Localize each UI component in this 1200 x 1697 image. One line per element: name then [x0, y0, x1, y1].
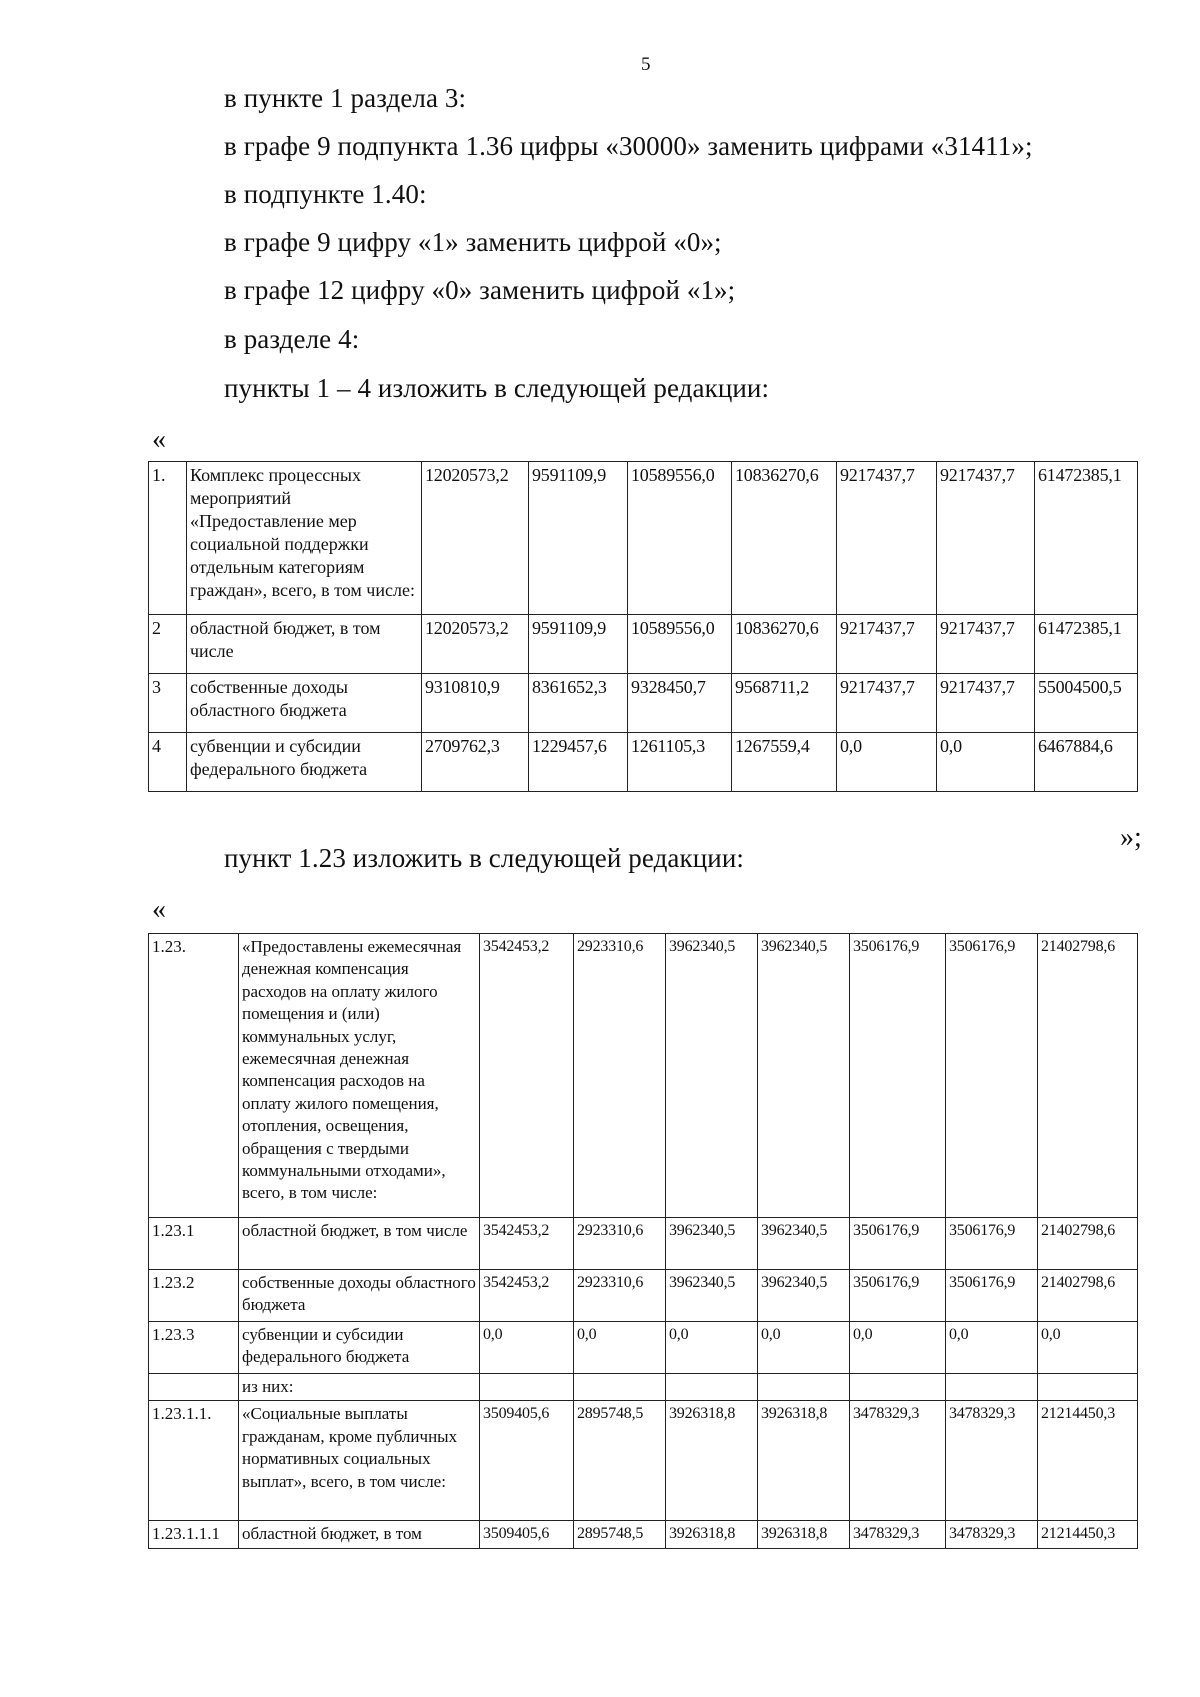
cell-value: 10836270,6 [732, 462, 837, 615]
cell-value [850, 1374, 946, 1401]
cell-value: 3926318,8 [758, 1401, 850, 1521]
cell-value [574, 1374, 666, 1401]
paragraph-2: в графе 9 подпункта 1.36 цифры «30000» заменить цифрами «31411»; [224, 131, 1033, 161]
quote-open-2: « [152, 894, 166, 925]
cell-value: 3506176,9 [850, 934, 946, 1218]
table-row [149, 1270, 1138, 1322]
paragraph-1: в пункте 1 раздела 3: [224, 83, 467, 113]
cell-value: 3962340,5 [758, 1218, 850, 1270]
cell-value: 0,0 [837, 733, 937, 792]
cell-value: 3478329,3 [946, 1521, 1038, 1548]
row-number: 2 [149, 615, 187, 674]
cell-value: 9328450,7 [628, 674, 732, 733]
paragraph-8: пункт 1.23 изложить в следующей редакции: [224, 843, 744, 873]
cell-value: 10589556,0 [628, 615, 732, 674]
cell-value: 21402798,6 [1038, 1218, 1138, 1270]
cell-value: 3506176,9 [946, 1270, 1038, 1322]
cell-value: 9217437,7 [937, 674, 1035, 733]
row-number: 1.23.1.1. [149, 1401, 239, 1521]
row-name: «Социальные выплаты гражданам, кроме публичных нормативных социальных выплат», всего, в том числе: [239, 1401, 480, 1521]
cell-value: 9217437,7 [837, 674, 937, 733]
cell-value: 9217437,7 [837, 462, 937, 615]
page-number: 5 [641, 54, 651, 75]
cell-value: 0,0 [946, 1322, 1038, 1374]
cell-value: 9310810,9 [422, 674, 529, 733]
cell-value: 3926318,8 [758, 1521, 850, 1548]
cell-value: 12020573,2 [422, 615, 529, 674]
cell-value [946, 1374, 1038, 1401]
cell-value: 21402798,6 [1038, 934, 1138, 1218]
cell-value: 9217437,7 [937, 615, 1035, 674]
cell-value: 10836270,6 [732, 615, 837, 674]
table-row [149, 934, 1138, 1218]
cell-value: 3962340,5 [666, 934, 758, 1218]
row-number: 1.23.1 [149, 1218, 239, 1270]
row-number: 1.23.2 [149, 1270, 239, 1322]
cell-value: 3962340,5 [666, 1270, 758, 1322]
cell-value: 21214450,3 [1038, 1521, 1138, 1548]
cell-value: 9591109,9 [529, 615, 628, 674]
cell-value: 3509405,6 [480, 1521, 574, 1548]
cell-value: 3509405,6 [480, 1401, 574, 1521]
paragraph-7: пункты 1 – 4 изложить в следующей редакции: [224, 373, 770, 403]
cell-value: 9217437,7 [837, 615, 937, 674]
cell-value: 2923310,6 [574, 1270, 666, 1322]
row-number: 1.23.1.1.1 [149, 1521, 239, 1548]
cell-value: 9568711,2 [732, 674, 837, 733]
cell-value: 1267559,4 [732, 733, 837, 792]
cell-value: 3478329,3 [946, 1401, 1038, 1521]
row-name: собственные доходы областного бюджета [239, 1270, 480, 1322]
cell-value [480, 1374, 574, 1401]
row-number: 1.23. [149, 934, 239, 1218]
cell-value: 9591109,9 [529, 462, 628, 615]
row-number: 4 [149, 733, 187, 792]
cell-value [758, 1374, 850, 1401]
cell-value: 2923310,6 [574, 934, 666, 1218]
table-row [149, 1218, 1138, 1270]
cell-value: 9217437,7 [937, 462, 1035, 615]
paragraph-5: в графе 12 цифру «0» заменить цифрой «1»; [224, 275, 736, 305]
cell-value: 0,0 [1038, 1322, 1138, 1374]
cell-value: 2923310,6 [574, 1218, 666, 1270]
row-name: «Предоставлены ежемесячная денежная компенсация расходов на оплату жилого помещения и (или) коммунальных услуг, ежемесячная денежная компенсация расходов на оплату жилого помещения, отопления, освещения, обращения с твердыми коммунальными отходами», всего, в том числе: [239, 934, 480, 1218]
paragraph-4: в графе 9 цифру «1» заменить цифрой «0»; [224, 227, 722, 257]
cell-value: 61472385,1 [1035, 615, 1138, 674]
budget-table-1 [148, 461, 1138, 792]
table-row [149, 1401, 1138, 1521]
row-number [149, 1374, 239, 1401]
cell-value: 1261105,3 [628, 733, 732, 792]
table-row [149, 462, 1138, 615]
row-number: 1.23.3 [149, 1322, 239, 1374]
cell-value: 3962340,5 [758, 934, 850, 1218]
cell-value: 3506176,9 [850, 1270, 946, 1322]
row-name: областной бюджет, в том числе [187, 615, 422, 674]
cell-value: 3542453,2 [480, 1218, 574, 1270]
table-row [149, 615, 1138, 674]
cell-value: 3926318,8 [666, 1401, 758, 1521]
table-row [149, 1374, 1138, 1401]
cell-value: 0,0 [758, 1322, 850, 1374]
cell-value: 3962340,5 [758, 1270, 850, 1322]
cell-value: 3542453,2 [480, 934, 574, 1218]
cell-value: 2709762,3 [422, 733, 529, 792]
table-row [149, 733, 1138, 792]
table-row [149, 1322, 1138, 1374]
row-name: из них: [239, 1374, 480, 1401]
cell-value: 0,0 [937, 733, 1035, 792]
quote-close-1: »; [1120, 822, 1142, 853]
cell-value: 0,0 [666, 1322, 758, 1374]
paragraph-3: в подпункте 1.40: [224, 179, 427, 209]
cell-value [1038, 1374, 1138, 1401]
cell-value: 21402798,6 [1038, 1270, 1138, 1322]
cell-value: 10589556,0 [628, 462, 732, 615]
cell-value: 3478329,3 [850, 1521, 946, 1548]
cell-value: 6467884,6 [1035, 733, 1138, 792]
row-name: собственные доходы областного бюджета [187, 674, 422, 733]
quote-open-1: « [152, 424, 166, 455]
cell-value: 0,0 [480, 1322, 574, 1374]
cell-value: 8361652,3 [529, 674, 628, 733]
cell-value: 3478329,3 [850, 1401, 946, 1521]
cell-value [666, 1374, 758, 1401]
row-number: 1. [149, 462, 187, 615]
cell-value: 3506176,9 [946, 934, 1038, 1218]
row-name: областной бюджет, в том числе [239, 1218, 480, 1270]
paragraph-6: в разделе 4: [224, 324, 360, 354]
row-name: субвенции и субсидии федерального бюджета [239, 1322, 480, 1374]
budget-table-2 [148, 933, 1138, 1549]
cell-value: 12020573,2 [422, 462, 529, 615]
row-name: областной бюджет, в том [239, 1521, 480, 1548]
cell-value: 55004500,5 [1035, 674, 1138, 733]
cell-value: 0,0 [574, 1322, 666, 1374]
cell-value: 3926318,8 [666, 1521, 758, 1548]
cell-value: 61472385,1 [1035, 462, 1138, 615]
cell-value: 3506176,9 [946, 1218, 1038, 1270]
cell-value: 3962340,5 [666, 1218, 758, 1270]
row-name: субвенции и субсидии федерального бюджета [187, 733, 422, 792]
table-row [149, 1521, 1138, 1548]
cell-value: 21214450,3 [1038, 1401, 1138, 1521]
table-row [149, 674, 1138, 733]
cell-value: 3542453,2 [480, 1270, 574, 1322]
cell-value: 2895748,5 [574, 1401, 666, 1521]
row-number: 3 [149, 674, 187, 733]
cell-value: 3506176,9 [850, 1218, 946, 1270]
cell-value: 2895748,5 [574, 1521, 666, 1548]
row-name: Комплекс процессных мероприятий «Предоставление мер социальной поддержки отдельным категориям граждан», всего, в том числе: [187, 462, 422, 615]
cell-value: 0,0 [850, 1322, 946, 1374]
cell-value: 1229457,6 [529, 733, 628, 792]
